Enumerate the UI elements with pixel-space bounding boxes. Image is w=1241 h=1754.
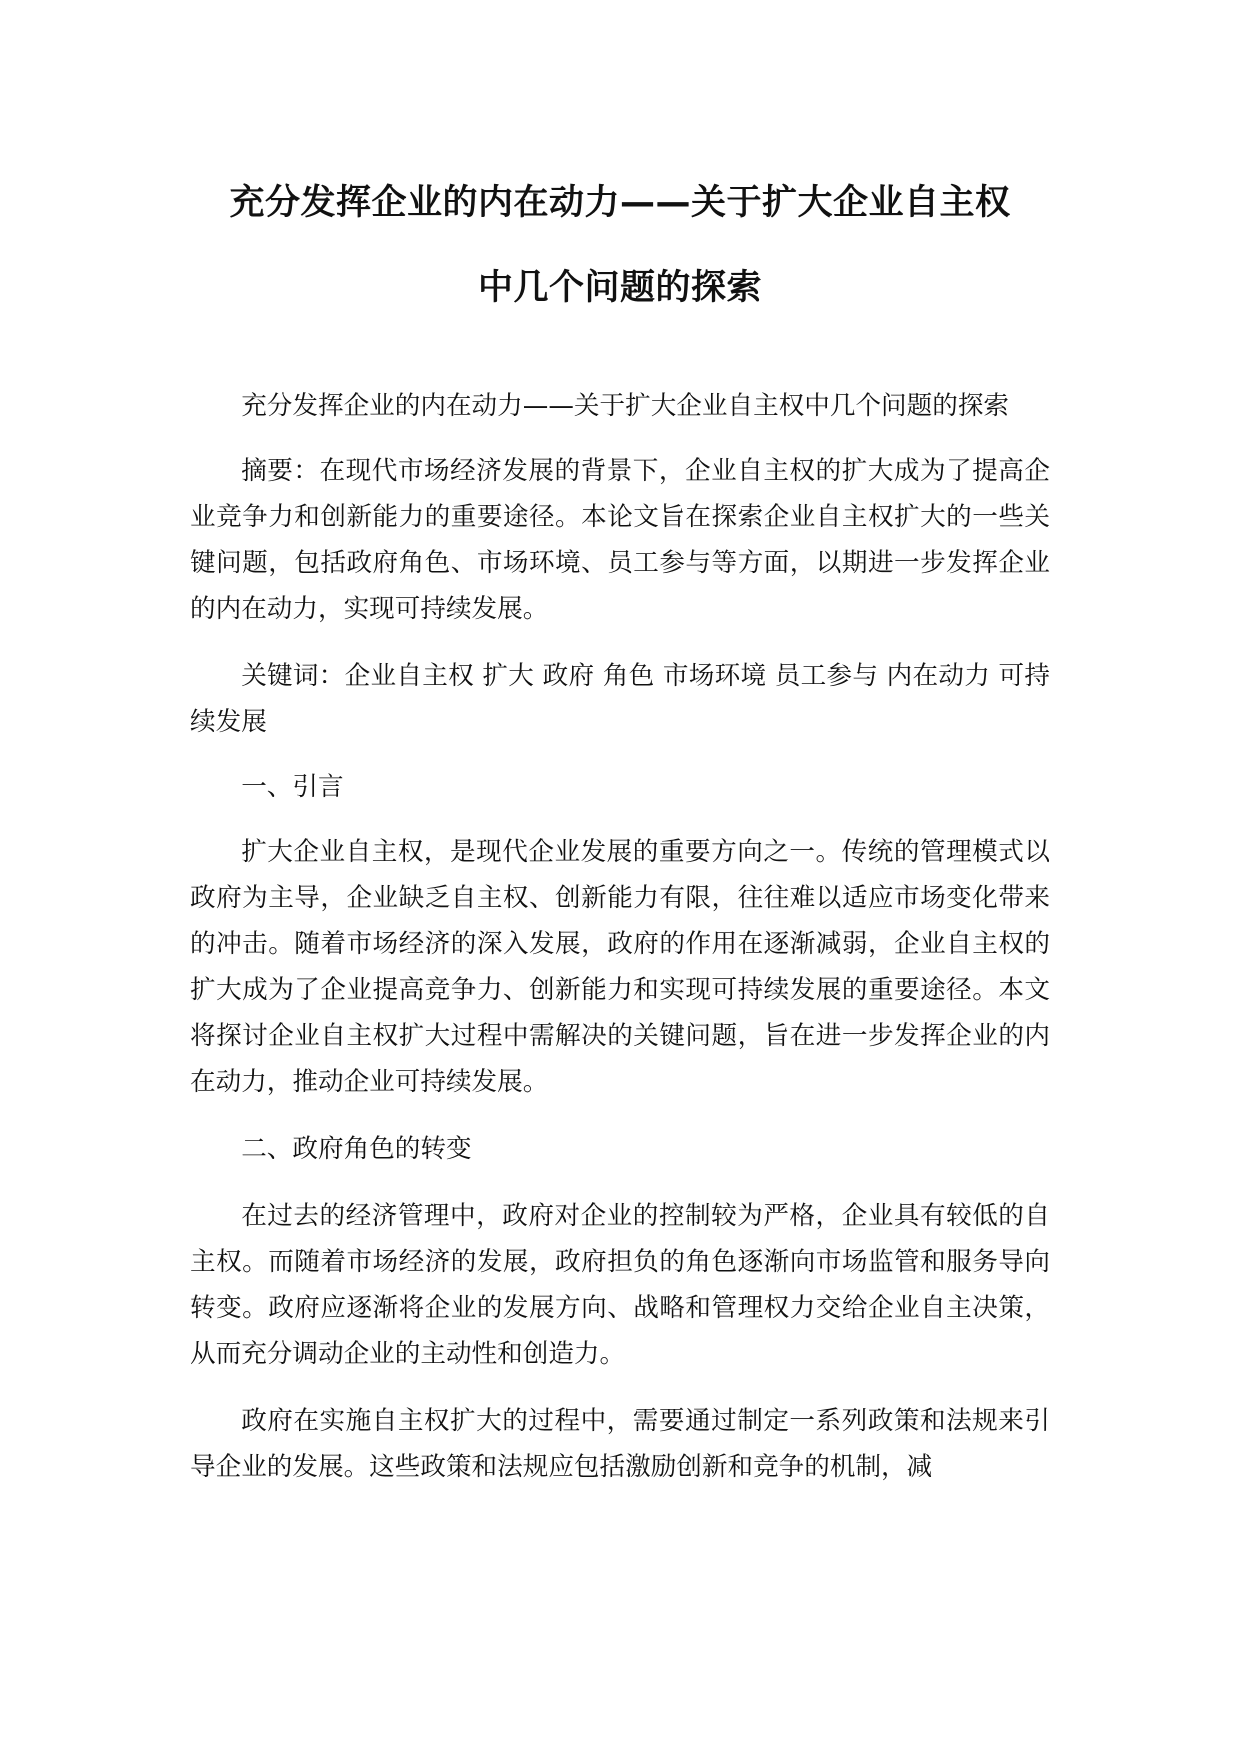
document-title-line-1: 充分发挥企业的内在动力——关于扩大企业自主权 xyxy=(229,183,1011,223)
body-title-paragraph: 充分发挥企业的内在动力——关于扩大企业自主权中几个问题的探索 xyxy=(241,391,1010,421)
section-heading-introduction: 一、引言 xyxy=(241,772,344,802)
government-role-paragraph-1: 在过去的经济管理中，政府对企业的控制较为严格，企业具有较低的自主权。而随着市场经济的发展，政府担负的角色逐渐向市场监管和服务导向转变。政府应逐渐将企业的发展方向、战略和管理权力交给企业自主决策，从而充分调动企业的主动性和创造力。 xyxy=(190,1201,1050,1369)
introduction-paragraph: 扩大企业自主权，是现代企业发展的重要方向之一。传统的管理模式以政府为主导，企业缺乏自主权、创新能力有限，往往难以适应市场变化带来的冲击。随着市场经济的深入发展，政府的作用在逐渐减弱，企业自主权的扩大成为了企业提高竞争力、创新能力和实现可持续发展的重要途径。本文将探讨企业自主权扩大过程中需解决的关键问题，旨在进一步发挥企业的内在动力，推动企业可持续发展。 xyxy=(190,837,1050,1097)
keywords-paragraph: 关键词：企业自主权 扩大 政府 角色 市场环境 员工参与 内在动力 可持续发展 xyxy=(190,661,1050,737)
abstract-paragraph: 摘要：在现代市场经济发展的背景下，企业自主权的扩大成为了提高企业竞争力和创新能力的重要途径。本论文旨在探索企业自主权扩大的一些关键问题，包括政府角色、市场环境、员工参与等方面，以期进一步发挥企业的内在动力，实现可持续发展。 xyxy=(190,456,1050,624)
section-heading-government-role: 二、政府角色的转变 xyxy=(241,1134,472,1164)
document-body xyxy=(190,383,1050,1490)
document-title-line-2: 中几个问题的探索 xyxy=(477,268,762,308)
government-role-paragraph-2: 政府在实施自主权扩大的过程中，需要通过制定一系列政策和法规来引导企业的发展。这些政策和法规应包括激励创新和竞争的机制，减 xyxy=(190,1406,1050,1482)
